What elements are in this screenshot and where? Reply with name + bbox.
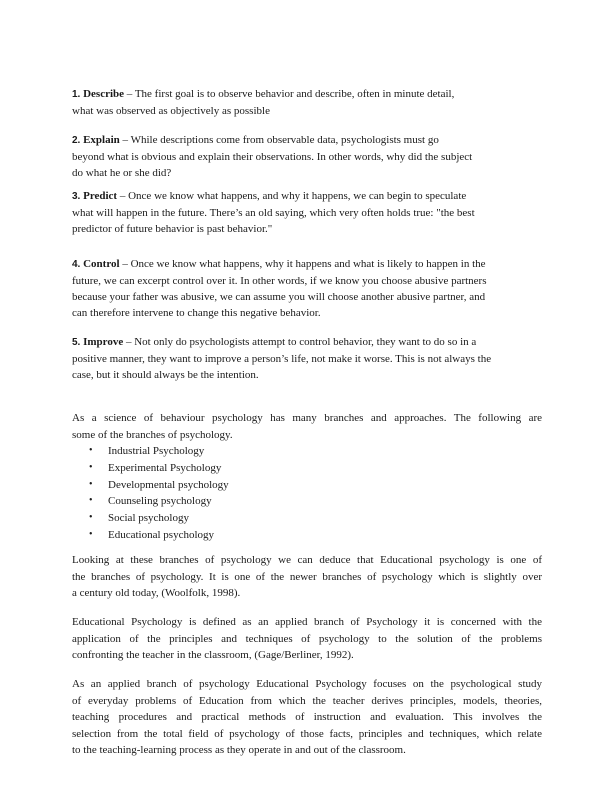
goal-first-line [72,132,472,149]
goal-explain [72,132,472,181]
goal-text: – Once we know what happens, and why it happens, we can begin to speculate [117,190,467,202]
list-item [72,477,229,494]
goal-text: – Not only do psychologists attempt to control behavior, they want to do so in a [123,336,477,348]
goal-term: Predict [83,190,118,202]
paragraph-line: Looking at these branches of psychology we can deduce that Educational psychology is one of [72,554,542,566]
goal-improve [72,334,491,383]
list-item [72,510,229,527]
paragraph-line: some of the branches of psychology. [72,428,233,441]
goal-term: Improve [83,336,124,348]
branches-list [72,443,229,544]
goal-term: Describe [83,88,125,100]
goal-first-line [72,256,487,273]
paragraph-line: to the teaching-learning process as they operate in and out of the classroom. [72,744,406,756]
paragraph-woolfolk [72,552,542,602]
goal-text-line: future, we can excerpt control over it. In other words, if we know you choose abusive partners [72,275,487,287]
list-item-label: Experimental Psychology [108,461,222,474]
paragraph-line: As an applied branch of psychology Educational Psychology focuses on the psychological study [72,678,542,690]
goal-text: – While descriptions come from observable data, psychologists must go [119,134,439,146]
goal-text-line: positive manner, they want to improve a person’s life, not make it worse. This is not always the [72,353,492,365]
goal-text: – The first goal is to observe behavior and describe, often in minute detail, [124,88,455,100]
goal-predict [72,188,475,237]
goal-text-line: what will happen in the future. There’s an old saying, which very often holds true: "the best [72,207,475,219]
paragraph-line: the branches of psychology. It is one of the newer branches of psychology which is slightly over [72,570,542,583]
goal-text-line: beyond what is obvious and explain their observations. In other words, why did the subject [72,151,473,163]
list-item-label: Counseling psychology [108,495,212,508]
goal-number: 4. [72,259,81,270]
list-item [72,460,229,477]
paragraph-line: application of the principles and techniques of psychology to the solution of the problems [72,632,542,645]
bullet-icon: • [89,528,93,540]
paragraph-line: of everyday problems of Education from which the teacher derives principles, models, theories, [72,694,542,707]
goal-text-line: what was observed as objectively as possible [72,105,270,117]
goal-text: – Once we know what happens, why it happens and what is likely to happen in the [119,258,486,270]
goal-control [72,256,487,321]
bullet-icon: • [89,512,93,524]
paragraph-definition [72,614,542,664]
paragraph-line: Educational Psychology is defined as an applied branch of Psychology it is concerned with the [72,616,542,628]
list-item-label: Industrial Psychology [108,445,205,457]
list-item [72,493,229,510]
paragraph-applied-branch [72,676,542,759]
goal-text-line: because your father was abusive, we can assume you will choose another abusive partner, and [72,291,486,303]
goal-first-line [72,334,491,351]
goal-first-line [72,86,454,103]
branches-intro-paragraph [72,410,542,443]
goal-text-line: predictor of future behavior is past behavior." [72,223,273,235]
goal-number: 2. [72,135,81,146]
paragraph-line: As a science of behaviour psychology has many branches and approaches. The following are [72,412,542,424]
list-item [72,527,229,544]
goal-number: 5. [72,337,81,348]
paragraph-line: selection from the total field of psychology of those facts, principles and techniques, which relate [72,727,542,740]
paragraph-line: a century old today, (Woolfolk, 1998). [72,587,241,599]
paragraph-line: teaching procedures and practical methods of instruction and evaluation. This involves the [72,711,542,723]
goal-term: Control [83,258,120,270]
bullet-icon: • [89,461,93,473]
goal-term: Explain [83,134,120,146]
list-item [72,443,229,460]
goal-text-line: case, but it should always be the intention. [72,369,259,381]
goal-describe [72,86,454,119]
list-item-label: Developmental psychology [108,478,229,491]
goal-first-line [72,188,475,205]
goal-text-line: do what he or she did? [72,167,172,179]
bullet-icon: • [89,495,93,507]
goal-number: 1. [72,89,81,100]
bullet-icon: • [89,445,93,456]
goal-text-line: can therefore intervene to change this negative behavior. [72,307,321,319]
paragraph-line: confronting the teacher in the classroom, (Gage/Berliner, 1992). [72,649,354,661]
list-item-label: Social psychology [108,512,189,525]
bullet-icon: • [89,478,93,490]
goal-number: 3. [72,191,81,202]
list-item-label: Educational psychology [108,528,215,541]
